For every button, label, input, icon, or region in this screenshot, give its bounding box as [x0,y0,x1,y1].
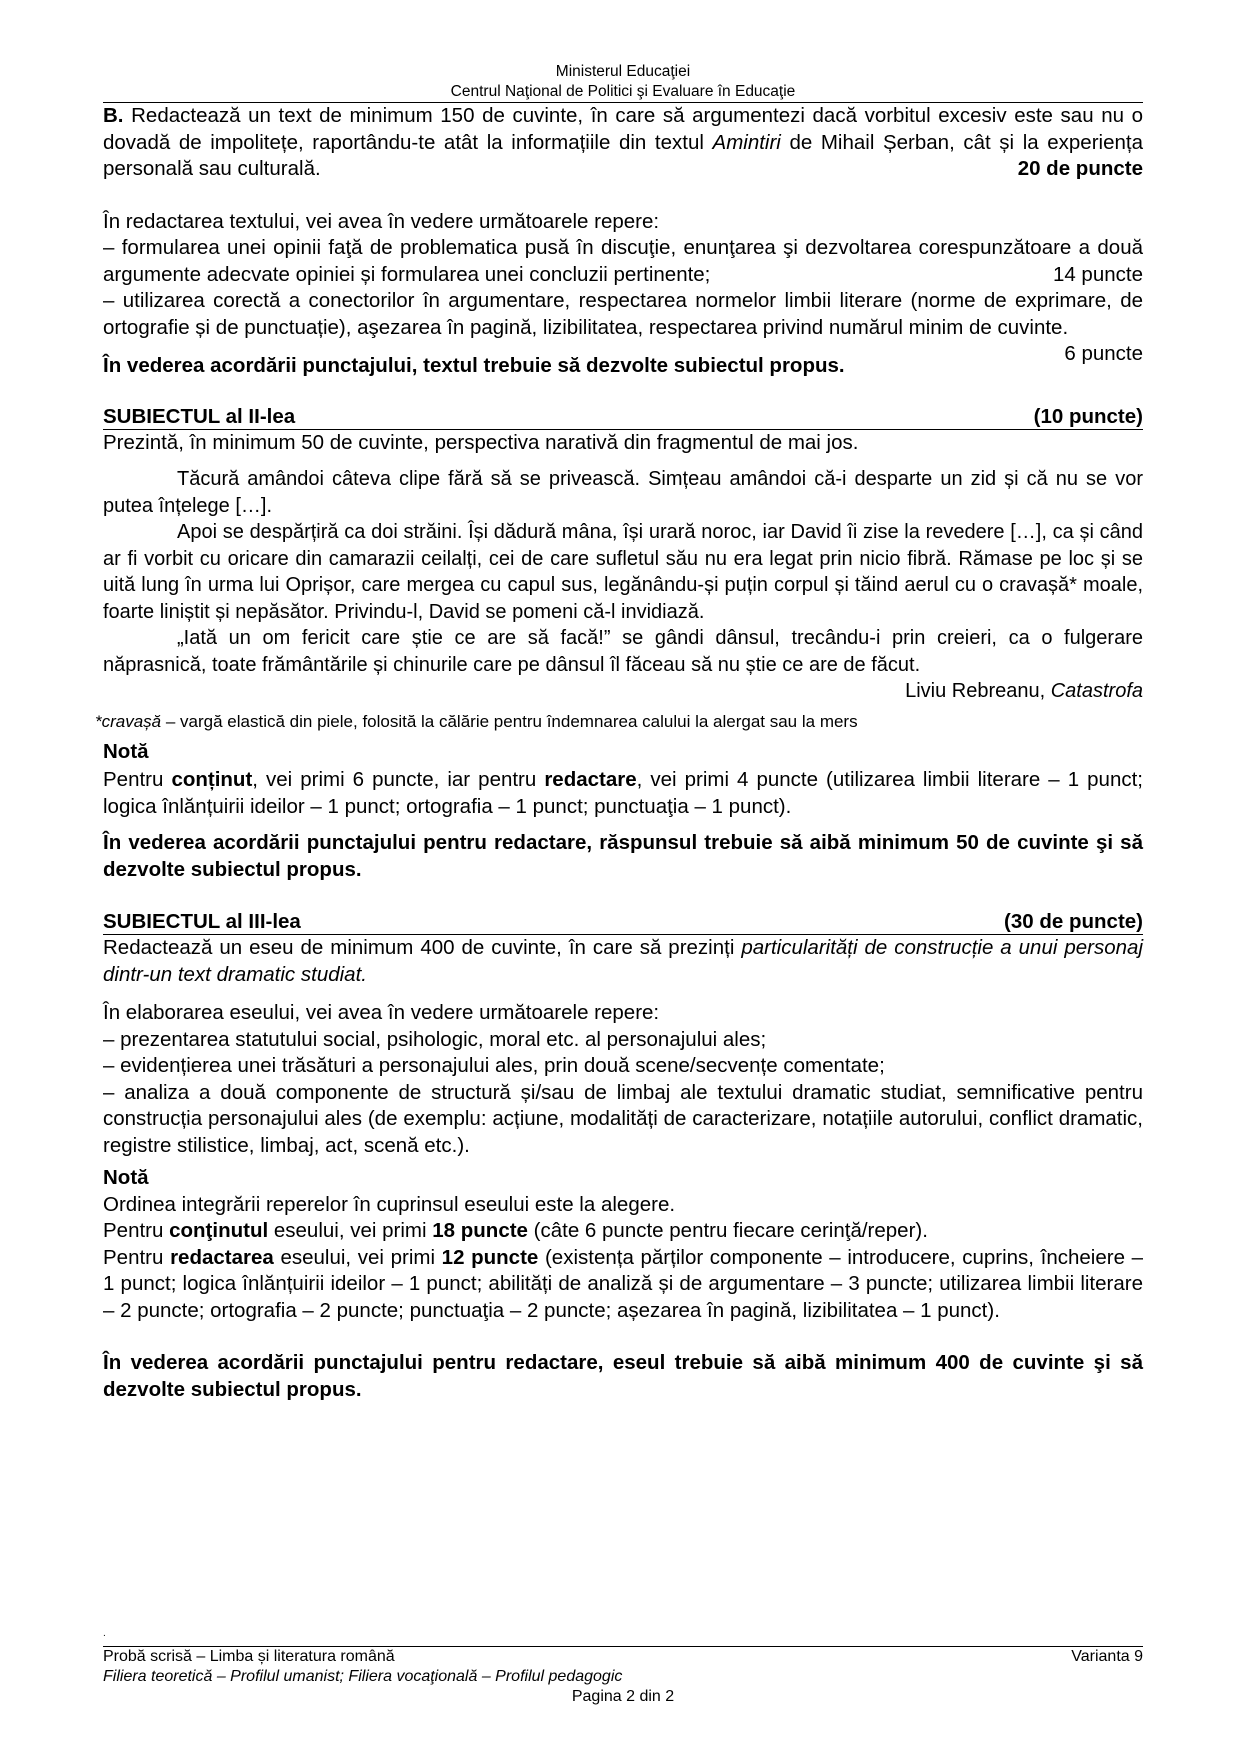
part-b-intro: În redactarea textului, vei avea în vedere următoarele repere: [103,209,660,233]
exam-page [95,62,1144,1403]
part-b-item-1: – formularea unei opinii faţă de problematica pusă în discuţie, enunţarea şi dezvoltarea corespunzătoare a două argumente adecvate opiniei și formularea unei concluzii pertinente; 14 puncte [103,235,1143,288]
part-b-points: 20 de puncte [1017,157,1143,180]
subject-3-heading [103,910,1143,935]
subject-3-points: (30 de puncte) [1004,910,1143,933]
subject-3-note-3: Pentru redactarea eseului, vei primi 12 puncte (existența părților componente – introducere, cuprins, încheiere – 1 punct; logica înlănțuirii ideilor – 1 punct; abilități de analiză și de argumentare – 3 puncte; utilizarea limbii literare – 2 puncte; ortografia – 2 puncte; punctuaţia – 2 puncte; așezarea în pagină, lizibilitatea – 1 punct). [103,1245,1144,1322]
subject-3-item-3: – analiza a două componente de structură și/sau de limbaj ale textului dramatic studiat, semnificative pentru construcția personajului ales (de exemplu: acțiune, modalități de caracterizare, notațiile autorului, conflict dramatic, registre stilistice, limbaj, act, scenă etc.). [103,1080,1143,1157]
variant-label: Varianta 9 [1071,1648,1143,1665]
page-footer [103,1646,1143,1707]
subject-3-note-title: Notă [103,1166,149,1189]
ministry-name: Ministerul Educaţiei [555,63,691,80]
subject-3-intro: În elaborarea eseului, vei avea în vedere următoarele repere: [103,1001,660,1024]
subject-3-title: SUBIECTUL al III-lea [103,910,301,933]
fragment-paragraph: Apoi se despărțiră ca doi străini. Își dădură mâna, își urară noroc, iar David îi zise la revedere […], ca și când ar fi vorbit cu oricare din camarazii ceilalți, cei de care sufletul său nu era legat prin nicio fibră. Rămase pe loc și se uită lung în urma lui Oprișor, care mergea cu capul sus, legănându-și puțin corpul și tăind aerul cu o cravașă* moale, foarte liniștit și nepăsător. Privindu-l, David se pomeni că-l invidiază. [103,521,1143,623]
part-b-task: B. Redactează un text de minimum 150 de cuvinte, în care să argumentezi dacă vorbitul excesiv este sau nu o dovadă de impolitețe, raportându-te atât la informațiile din textul Amintiri de Mihail Șerban, cât și la experiența personală sau culturală. 20 de puncte [103,103,1143,183]
center-name: Centrul Naţional de Politici şi Evaluare în Educaţie [450,83,796,100]
subject-3-bold-note: În vederea acordării punctajului pentru redactare, eseul trebuie să aibă minimum 400 de cuvinte şi să dezvolte subiectul propus. [103,1351,1143,1401]
fragment-paragraph: „Iată un om fericit care știe ce are să facă!” se gândi dânsul, trecându-i prin creieri, ca o fulgerare năprasnică, toate frământările și chinurile care pe dânsul îl făceau să nu știe ce are de făcut. [103,627,1143,676]
subject-3-item-1: – prezentarea statutului social, psihologic, moral etc. al personajului ales; [103,1027,767,1051]
footer-row [103,1647,1143,1667]
subject-2-task: Prezintă, în minimum 50 de cuvinte, perspectiva narativă din fragmentul de mai jos. [103,430,859,454]
page-number: Pagina 2 din 2 [571,1688,675,1705]
track-profile: Filiera teoretică – Profilul umanist; Filiera vocaţională – Profilul pedagogic [103,1668,623,1685]
part-b-item-2: – utilizarea corectă a conectorilor în argumentare, respectarea normelor limbii literare (norme de exprimare, de ortografie și de punctuație), aşezarea în pagină, lizibilitatea, respectarea privind numărul minim de cuvinte. 6 puncte [103,288,1143,341]
subject-2-points: (10 puncte) [1033,404,1143,428]
subject-3-note-2: Pentru conţinutul eseului, vei primi 18 puncte (câte 6 puncte pentru fiecare cerinţă/reper). [103,1219,928,1242]
footer-mark: . [103,1628,106,1639]
subject-3-item-2: – evidențierea unei trăsături a personajului ales, prin două scene/secvențe comentate; [103,1054,885,1077]
subject-3-task: Redactează un eseu de minimum 400 de cuvinte, în care să prezinți particularități de construcție a unui personaj dintr-un text dramatic studiat. [103,936,1143,986]
subject-2-heading [103,405,1143,430]
part-b-item-1-points: 14 puncte [1052,262,1143,286]
fragment-source: Liviu Rebreanu, Catastrofa [905,680,1143,702]
exam-name: Probă scrisă – Limba și literatura română [103,1648,395,1665]
footnote: *cravașă – vargă elastică din piele, folosită la călărie pentru îndemnarea calului la alergat sau la mers [95,711,858,731]
part-b-note: În vederea acordării punctajului, textul trebuie să dezvolte subiectul propus. [103,354,845,377]
fragment-paragraph: Tăcură amândoi câteva clipe fără să se privească. Simțeau amândoi că-i desparte un zid și că nu se vor putea înțelege […]. [103,468,1143,517]
part-b-item-2-points: 6 puncte [1064,342,1143,365]
subject-2-title: SUBIECTUL al II-lea [103,404,296,428]
literary-fragment [103,466,1143,705]
subject-2-note: Pentru conținut, vei primi 6 puncte, iar pentru redactare, vei primi 4 puncte (utilizarea limbii literare – 1 punct; logica înlănțuirii ideilor – 1 punct; ortografia – 1 punct; punctuaţia – 1 punct). [103,768,1144,818]
work-title: Amintiri [712,130,781,154]
page-header [103,62,1143,102]
subject-2-note-title: Notă [103,739,149,763]
subject-3-note-1: Ordinea integrării reperelor în cuprinsul eseului este la alegere. [103,1192,676,1216]
part-b-label: B. [103,104,124,127]
subject-2-bold-note: În vederea acordării punctajului pentru redactare, răspunsul trebuie să aibă minimum 50 de cuvinte şi să dezvolte subiectul propus. [103,831,1143,881]
